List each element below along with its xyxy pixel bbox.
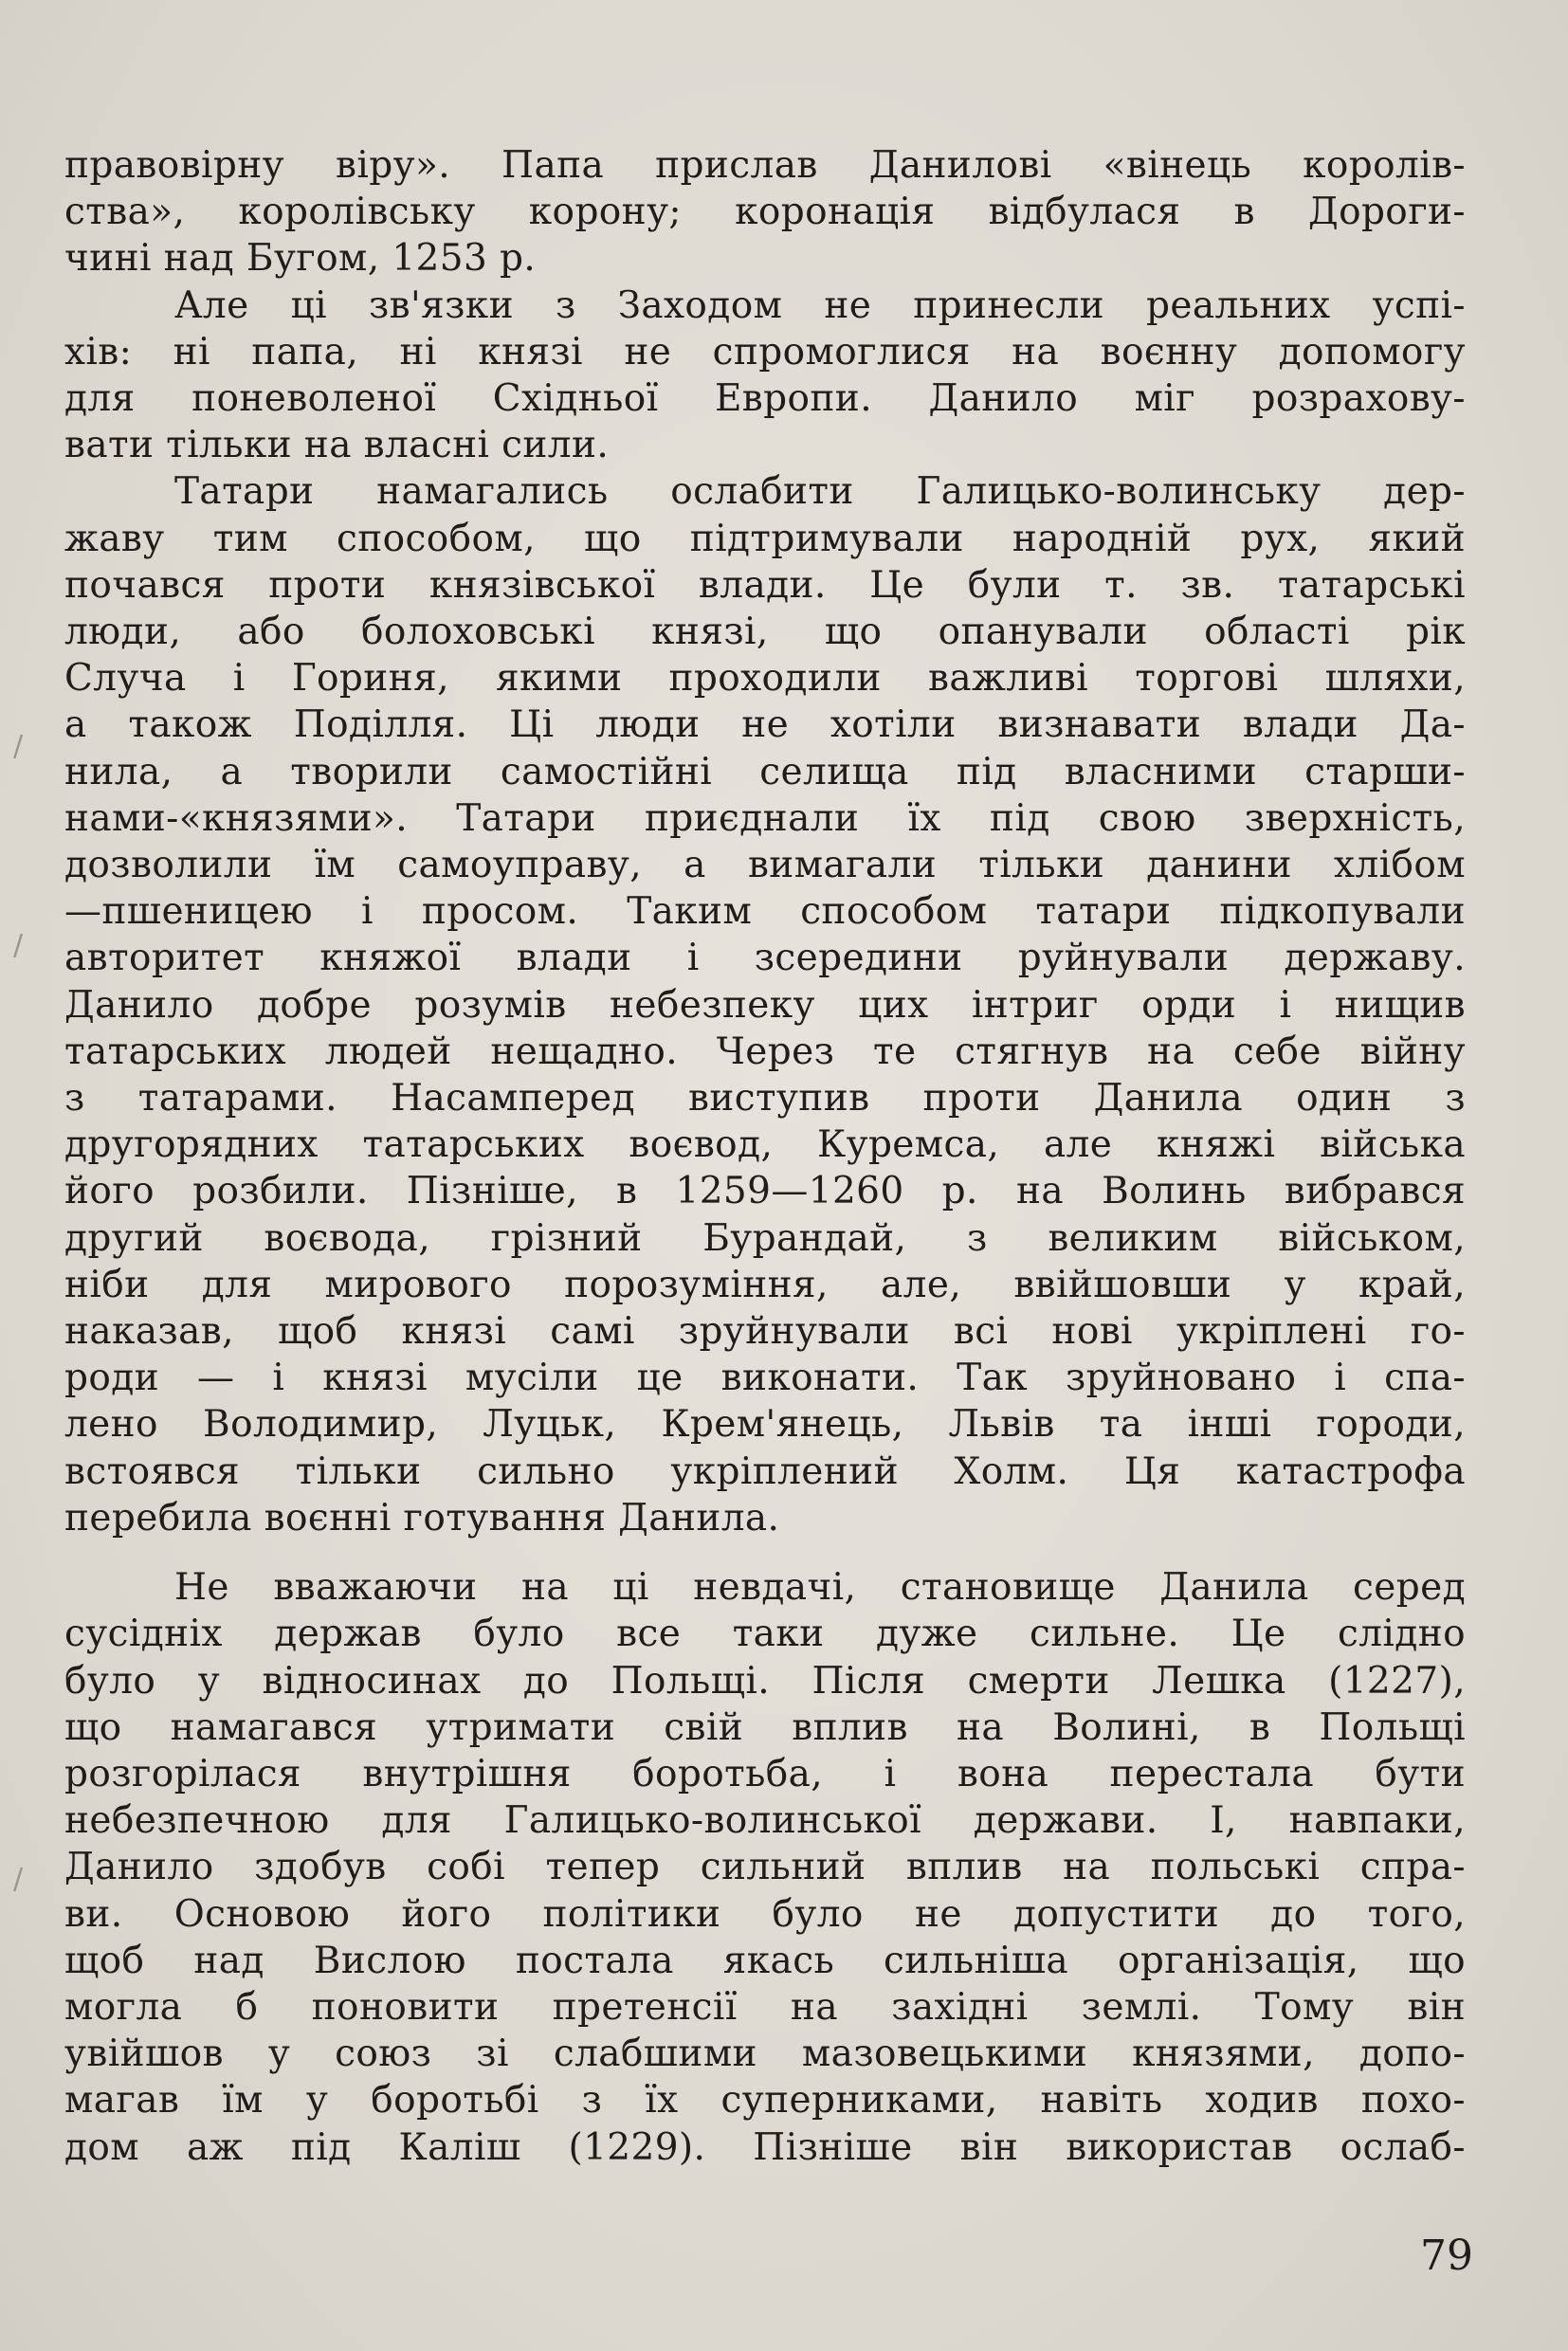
text-line: ви. Основою його політики було не допустити до того, <box>64 1892 1466 1936</box>
text-line: татарських людей нещадно. Через те стягнув на себе війну <box>64 1030 1466 1073</box>
text-line: хів: ні папа, ні князі не спромоглися на воєнну допомогу <box>64 330 1466 374</box>
text-line: увійшов у союз зі слабшими мазовецькими князями, допо- <box>64 2032 1466 2076</box>
text-line: люди, або болоховські князі, що опанували області рік <box>64 611 1466 654</box>
text-line: Случа і Гориня, якими проходили важливі торгові шляхи, <box>64 657 1466 701</box>
text-line: його розбили. Пізніше, в 1259—1260 р. на Волинь вибрався <box>64 1170 1466 1213</box>
text-line: почався проти князівської влади. Це були т. зв. татарські <box>64 563 1466 607</box>
text-line: перебила воєнні готування Данила. <box>64 1496 780 1540</box>
text-line: Але ці зв'язки з Заходом не принесли реальних успі- <box>174 283 1466 327</box>
margin-mark: / <box>13 1863 24 1896</box>
text-line: а також Поділля. Ці люди не хотіли визнавати влади Да- <box>64 703 1466 747</box>
text-line: встоявся тільки сильно укріплений Холм. Ця катастрофа <box>64 1449 1466 1493</box>
text-line: правовірну віру». Папа прислав Данилові «вінець королів- <box>64 144 1466 187</box>
text-line: з татарами. Насамперед виступив проти Данила один з <box>64 1077 1466 1121</box>
text-line: Татари намагались ослабити Галицько-волинську дер- <box>174 470 1466 514</box>
text-line: ніби для мирового порозуміння, але, ввійшовши у край, <box>64 1263 1466 1306</box>
text-line: нила, а творили самостійні селища під власними старши- <box>64 750 1466 793</box>
text-line: сусідніх держав було все таки дуже сильне. Це слідно <box>64 1613 1466 1656</box>
page-number: 79 <box>1420 2232 1473 2280</box>
text-line: чині над Бугом, 1253 р. <box>64 237 537 281</box>
text-line: роди — і князі мусіли це виконати. Так зруйновано і спа- <box>64 1357 1466 1400</box>
text-line: що намагався утримати свій вплив на Волині, в Польщі <box>64 1705 1466 1749</box>
paragraph <box>64 282 1466 469</box>
text-line: для поневоленої Східньої Европи. Данило міг розрахову- <box>64 377 1466 421</box>
paragraph <box>64 1564 1466 2171</box>
text-line: щоб над Вислою постала якась сильніша організація, що <box>64 1939 1466 1982</box>
text-line: небезпечною для Галицько-волинської держави. І, навпаки, <box>64 1799 1466 1843</box>
text-line: другорядних татарських воєвод, Куремса, але княжі війська <box>64 1123 1466 1167</box>
text-line: лено Володимир, Луцьк, Крем'янець, Львів та інші городи, <box>64 1403 1466 1447</box>
text-line: авторитет княжої влади і зсередини руйнували державу. <box>64 937 1466 980</box>
text-line: Данило здобув собі тепер сильний вплив на польські спра- <box>64 1846 1466 1889</box>
text-line: Не вважаючи на ці невдачі, становище Данила серед <box>174 1566 1466 1610</box>
text-line: нами-«князями». Татари приєднали їх під свою зверхність, <box>64 796 1466 840</box>
text-line: вати тільки на власні сили. <box>64 424 610 467</box>
text-line: дом аж під Каліш (1229). Пізніше він використав ослаб- <box>64 2125 1466 2169</box>
text-line: другий воєвода, грізний Бурандай, з великим військом, <box>64 1216 1466 1260</box>
margin-mark: / <box>13 730 24 763</box>
text-line: —пшеницею і просом. Таким способом татари підкопували <box>64 890 1466 934</box>
text-line: Данило добре розумів небезпеку цих інтриг орди і нищив <box>64 983 1466 1027</box>
text-line: розгорілася внутрішня боротьба, і вона перестала бути <box>64 1752 1466 1795</box>
margin-mark: / <box>13 929 24 962</box>
text-line: ства», королівську корону; коронація відбулася в Дороги- <box>64 191 1466 234</box>
text-line: дозволили їм самоуправу, а вимагали тільки данини хлібом <box>64 844 1466 887</box>
paragraph <box>64 142 1466 282</box>
text-line: було у відносинах до Польщі. Після смерти Лешка (1227), <box>64 1659 1466 1703</box>
text-line: жаву тим способом, що підтримували народній рух, який <box>64 517 1466 560</box>
text-line: наказав, щоб князі самі зруйнували всі нові укріплені го- <box>64 1310 1466 1354</box>
text-line: магав їм у боротьбі з їх суперниками, навіть ходив похо- <box>64 2079 1466 2123</box>
body-text <box>64 142 1466 2171</box>
paragraph <box>64 468 1466 1541</box>
text-line: могла б поновити претенсії на західні землі. Тому він <box>64 1985 1466 2029</box>
